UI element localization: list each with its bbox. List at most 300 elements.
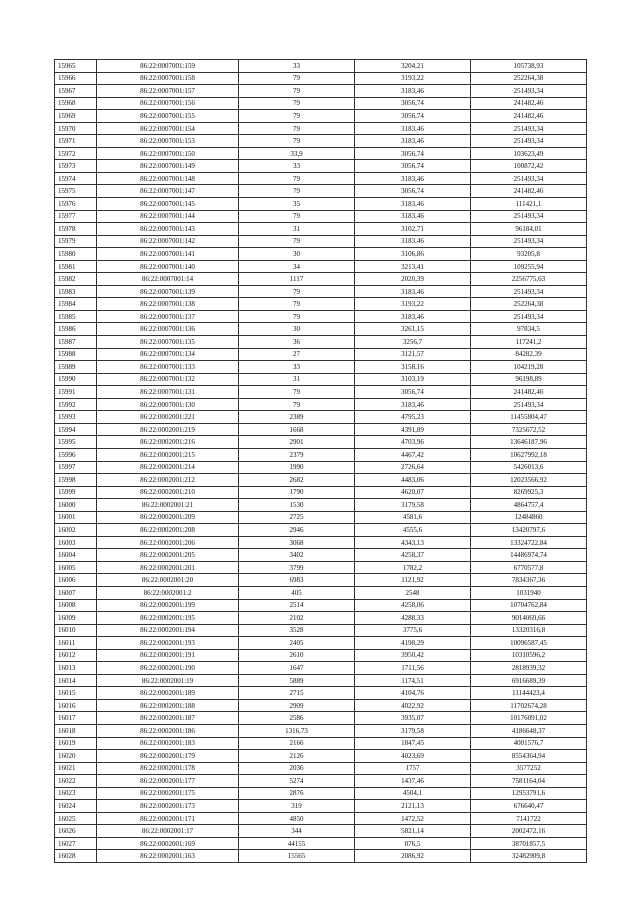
table-row	[55, 561, 587, 574]
area-cell: 79	[239, 386, 355, 399]
cadastral-value-cell: 7581164,04	[471, 775, 587, 788]
row-number-cell: 15979	[55, 235, 97, 248]
table-row	[55, 97, 587, 110]
unit-price-cell: 4288,33	[355, 612, 471, 625]
table-row	[55, 586, 587, 599]
cadastral-value-cell: 7141722	[471, 812, 587, 825]
row-number-cell: 16028	[55, 850, 97, 863]
table-row	[55, 398, 587, 411]
cadastral-value-table	[54, 59, 587, 863]
cadastral-number-cell: 86:22:0007001:133	[97, 361, 239, 374]
cadastral-number-cell: 86:22:0007001:156	[97, 97, 239, 110]
area-cell: 79	[239, 85, 355, 98]
row-number-cell: 15978	[55, 223, 97, 236]
row-number-cell: 16019	[55, 737, 97, 750]
area-cell: 27	[239, 348, 355, 361]
cadastral-number-cell: 86:22:0002001:187	[97, 712, 239, 725]
cadastral-value-cell: 93205,8	[471, 248, 587, 261]
cadastral-number-cell: 86:22:0007001:141	[97, 248, 239, 261]
unit-price-cell: 3183,46	[355, 398, 471, 411]
cadastral-number-cell: 86:22:0007001:145	[97, 198, 239, 211]
row-number-cell: 15989	[55, 361, 97, 374]
table-row	[55, 549, 587, 562]
table-row	[55, 474, 587, 487]
row-number-cell: 16018	[55, 724, 97, 737]
cadastral-value-cell: 13320316,8	[471, 624, 587, 637]
cadastral-value-cell: 252264,38	[471, 298, 587, 311]
table-row	[55, 612, 587, 625]
table-row	[55, 499, 587, 512]
table-row	[55, 599, 587, 612]
table-row	[55, 210, 587, 223]
cadastral-value-cell: 97834,5	[471, 323, 587, 336]
unit-price-cell: 3158,16	[355, 361, 471, 374]
unit-price-cell: 4581,6	[355, 511, 471, 524]
table-row	[55, 122, 587, 135]
row-number-cell: 16021	[55, 762, 97, 775]
cadastral-number-cell: 86:22:0007001:139	[97, 285, 239, 298]
unit-price-cell: 3056,74	[355, 386, 471, 399]
cadastral-number-cell: 86:22:0007001:131	[97, 386, 239, 399]
area-cell: 2682	[239, 474, 355, 487]
area-cell: 405	[239, 586, 355, 599]
cadastral-number-cell: 86:22:0002001:191	[97, 649, 239, 662]
table-row	[55, 574, 587, 587]
cadastral-value-cell: 38701857,5	[471, 837, 587, 850]
area-cell: 33,9	[239, 147, 355, 160]
table-row	[55, 850, 587, 863]
table-row	[55, 423, 587, 436]
table-row	[55, 699, 587, 712]
unit-price-cell: 4555,6	[355, 524, 471, 537]
row-number-cell: 15991	[55, 386, 97, 399]
cadastral-value-cell: 251493,34	[471, 398, 587, 411]
unit-price-cell: 4022,92	[355, 699, 471, 712]
row-number-cell: 16016	[55, 699, 97, 712]
row-number-cell: 16006	[55, 574, 97, 587]
unit-price-cell: 3183,46	[355, 310, 471, 323]
cadastral-value-cell: 111421,1	[471, 198, 587, 211]
unit-price-cell: 2726,64	[355, 461, 471, 474]
cadastral-value-cell: 13646187,96	[471, 436, 587, 449]
cadastral-value-cell: 12484860	[471, 511, 587, 524]
unit-price-cell: 3121,57	[355, 348, 471, 361]
table-row	[55, 825, 587, 838]
cadastral-number-cell: 86:22:0002001:221	[97, 411, 239, 424]
unit-price-cell: 4504,1	[355, 787, 471, 800]
unit-price-cell: 1174,51	[355, 674, 471, 687]
cadastral-value-cell: 12023566,92	[471, 474, 587, 487]
cadastral-number-cell: 86:22:0002001:183	[97, 737, 239, 750]
row-number-cell: 15995	[55, 436, 97, 449]
row-number-cell: 16023	[55, 787, 97, 800]
unit-price-cell: 4258,37	[355, 549, 471, 562]
cadastral-number-cell: 86:22:0002001:219	[97, 423, 239, 436]
unit-price-cell: 3775,6	[355, 624, 471, 637]
table-row	[55, 524, 587, 537]
area-cell: 79	[239, 398, 355, 411]
cadastral-number-cell: 86:22:0007001:137	[97, 310, 239, 323]
row-number-cell: 16000	[55, 499, 97, 512]
cadastral-value-cell: 2818939,32	[471, 662, 587, 675]
cadastral-value-cell: 6916689,39	[471, 674, 587, 687]
unit-price-cell: 3193,22	[355, 298, 471, 311]
area-cell: 79	[239, 135, 355, 148]
cadastral-number-cell: 86:22:0007001:138	[97, 298, 239, 311]
unit-price-cell: 4198,29	[355, 637, 471, 650]
cadastral-number-cell: 86:22:0002001:2	[97, 586, 239, 599]
cadastral-number-cell: 86:22:0002001:17	[97, 825, 239, 838]
cadastral-number-cell: 86:22:0007001:143	[97, 223, 239, 236]
cadastral-number-cell: 86:22:0002001:208	[97, 524, 239, 537]
area-cell: 6983	[239, 574, 355, 587]
unit-price-cell: 4104,76	[355, 687, 471, 700]
unit-price-cell: 3183,46	[355, 135, 471, 148]
row-number-cell: 15985	[55, 310, 97, 323]
area-cell: 31	[239, 373, 355, 386]
area-cell: 1316,73	[239, 724, 355, 737]
cadastral-value-cell: 96184,01	[471, 223, 587, 236]
cadastral-number-cell: 86:22:0002001:173	[97, 800, 239, 813]
cadastral-value-cell: 11144423,4	[471, 687, 587, 700]
table-row	[55, 386, 587, 399]
unit-price-cell: 1782,2	[355, 561, 471, 574]
unit-price-cell: 3056,74	[355, 97, 471, 110]
area-cell: 2586	[239, 712, 355, 725]
table-row	[55, 712, 587, 725]
row-number-cell: 15971	[55, 135, 97, 148]
area-cell: 30	[239, 323, 355, 336]
cadastral-value-cell: 4864757,4	[471, 499, 587, 512]
row-number-cell: 16025	[55, 812, 97, 825]
cadastral-number-cell: 86:22:0007001:158	[97, 72, 239, 85]
unit-price-cell: 3056,74	[355, 185, 471, 198]
cadastral-value-cell: 251493,34	[471, 285, 587, 298]
cadastral-number-cell: 86:22:0002001:215	[97, 448, 239, 461]
row-number-cell: 15983	[55, 285, 97, 298]
cadastral-value-cell: 241482,46	[471, 97, 587, 110]
row-number-cell: 16026	[55, 825, 97, 838]
table-row	[55, 536, 587, 549]
row-number-cell: 15993	[55, 411, 97, 424]
cadastral-number-cell: 86:22:0007001:149	[97, 160, 239, 173]
area-cell: 1668	[239, 423, 355, 436]
cadastral-value-cell: 103623,49	[471, 147, 587, 160]
area-cell: 3402	[239, 549, 355, 562]
table-row	[55, 762, 587, 775]
cadastral-value-cell: 251493,34	[471, 210, 587, 223]
area-cell: 2389	[239, 411, 355, 424]
unit-price-cell: 3179,58	[355, 724, 471, 737]
table-row	[55, 448, 587, 461]
table-row	[55, 160, 587, 173]
table-row	[55, 248, 587, 261]
cadastral-number-cell: 86:22:0002001:214	[97, 461, 239, 474]
cadastral-value-cell: 7834367,36	[471, 574, 587, 587]
area-cell: 1990	[239, 461, 355, 474]
cadastral-value-cell: 252264,38	[471, 72, 587, 85]
cadastral-number-cell: 86:22:0007001:135	[97, 336, 239, 349]
unit-price-cell: 2020,39	[355, 273, 471, 286]
table-row	[55, 812, 587, 825]
cadastral-value-cell: 251493,34	[471, 135, 587, 148]
cadastral-value-cell: 13324722,84	[471, 536, 587, 549]
row-number-cell: 16003	[55, 536, 97, 549]
cadastral-value-cell: 10176091,02	[471, 712, 587, 725]
area-cell: 79	[239, 210, 355, 223]
row-number-cell: 16027	[55, 837, 97, 850]
unit-price-cell: 876,5	[355, 837, 471, 850]
unit-price-cell: 4343,13	[355, 536, 471, 549]
cadastral-number-cell: 86:22:0002001:199	[97, 599, 239, 612]
cadastral-number-cell: 86:22:0002001:193	[97, 637, 239, 650]
row-number-cell: 16002	[55, 524, 97, 537]
area-cell: 79	[239, 298, 355, 311]
cadastral-value-cell: 10704762,84	[471, 599, 587, 612]
area-cell: 31	[239, 223, 355, 236]
table-row	[55, 198, 587, 211]
row-number-cell: 15999	[55, 486, 97, 499]
cadastral-number-cell: 86:22:0002001:205	[97, 549, 239, 562]
unit-price-cell: 4795,23	[355, 411, 471, 424]
area-cell: 1117	[239, 273, 355, 286]
row-number-cell: 15998	[55, 474, 97, 487]
area-cell: 3068	[239, 536, 355, 549]
cadastral-value-cell: 6770577,8	[471, 561, 587, 574]
row-number-cell: 16005	[55, 561, 97, 574]
unit-price-cell: 3106,86	[355, 248, 471, 261]
cadastral-value-cell: 13420797,6	[471, 524, 587, 537]
row-number-cell: 16012	[55, 649, 97, 662]
cadastral-value-cell: 241482,46	[471, 185, 587, 198]
cadastral-number-cell: 86:22:0007001:154	[97, 122, 239, 135]
unit-price-cell: 3193,22	[355, 72, 471, 85]
cadastral-value-cell: 11455804,47	[471, 411, 587, 424]
area-cell: 2715	[239, 687, 355, 700]
area-cell: 4850	[239, 812, 355, 825]
unit-price-cell: 4023,69	[355, 750, 471, 763]
cadastral-value-cell: 14486974,74	[471, 549, 587, 562]
area-cell: 36	[239, 336, 355, 349]
area-cell: 79	[239, 122, 355, 135]
table-row	[55, 737, 587, 750]
row-number-cell: 15968	[55, 97, 97, 110]
row-number-cell: 15976	[55, 198, 97, 211]
table-row	[55, 60, 587, 73]
table-row	[55, 775, 587, 788]
table-row	[55, 285, 587, 298]
area-cell: 44155	[239, 837, 355, 850]
row-number-cell: 16004	[55, 549, 97, 562]
cadastral-number-cell: 86:22:0007001:153	[97, 135, 239, 148]
cadastral-number-cell: 86:22:0007001:134	[97, 348, 239, 361]
cadastral-value-cell: 104219,28	[471, 361, 587, 374]
table-row	[55, 687, 587, 700]
area-cell: 79	[239, 172, 355, 185]
cadastral-value-cell: 1031940	[471, 586, 587, 599]
cadastral-value-cell: 7325672,52	[471, 423, 587, 436]
area-cell: 319	[239, 800, 355, 813]
cadastral-number-cell: 86:22:0007001:142	[97, 235, 239, 248]
row-number-cell: 16017	[55, 712, 97, 725]
table-row	[55, 273, 587, 286]
area-cell: 30	[239, 248, 355, 261]
table-row	[55, 837, 587, 850]
area-cell: 2610	[239, 649, 355, 662]
cadastral-number-cell: 86:22:0002001:195	[97, 612, 239, 625]
table-row	[55, 172, 587, 185]
unit-price-cell: 3183,46	[355, 122, 471, 135]
area-cell: 2946	[239, 524, 355, 537]
table-row	[55, 461, 587, 474]
unit-price-cell: 3256,7	[355, 336, 471, 349]
table-row	[55, 348, 587, 361]
area-cell: 2725	[239, 511, 355, 524]
unit-price-cell: 3261,15	[355, 323, 471, 336]
row-number-cell: 15997	[55, 461, 97, 474]
table-row	[55, 72, 587, 85]
cadastral-number-cell: 86:22:0002001:212	[97, 474, 239, 487]
unit-price-cell: 3935,07	[355, 712, 471, 725]
cadastral-number-cell: 86:22:0007001:14	[97, 273, 239, 286]
cadastral-number-cell: 86:22:0002001:169	[97, 837, 239, 850]
cadastral-value-cell: 117241,2	[471, 336, 587, 349]
cadastral-value-cell: 10627992,18	[471, 448, 587, 461]
area-cell: 15565	[239, 850, 355, 863]
table-row	[55, 637, 587, 650]
table-row	[55, 110, 587, 123]
cadastral-value-cell: 676640,47	[471, 800, 587, 813]
area-cell: 79	[239, 185, 355, 198]
unit-price-cell: 1437,46	[355, 775, 471, 788]
cadastral-value-cell: 251493,34	[471, 172, 587, 185]
row-number-cell: 15970	[55, 122, 97, 135]
area-cell: 2126	[239, 750, 355, 763]
area-cell: 33	[239, 361, 355, 374]
row-number-cell: 16022	[55, 775, 97, 788]
cadastral-value-cell: 96198,89	[471, 373, 587, 386]
unit-price-cell: 1472,52	[355, 812, 471, 825]
area-cell: 2901	[239, 436, 355, 449]
cadastral-value-cell: 105738,93	[471, 60, 587, 73]
cadastral-number-cell: 86:22:0002001:194	[97, 624, 239, 637]
table-row	[55, 511, 587, 524]
row-number-cell: 15969	[55, 110, 97, 123]
cadastral-number-cell: 86:22:0007001:130	[97, 398, 239, 411]
unit-price-cell: 3183,46	[355, 235, 471, 248]
cadastral-number-cell: 86:22:0007001:150	[97, 147, 239, 160]
area-cell: 2036	[239, 762, 355, 775]
cadastral-number-cell: 86:22:0002001:163	[97, 850, 239, 863]
cadastral-value-cell: 241482,46	[471, 386, 587, 399]
row-number-cell: 15972	[55, 147, 97, 160]
unit-price-cell: 3204,21	[355, 60, 471, 73]
cadastral-number-cell: 86:22:0002001:210	[97, 486, 239, 499]
cadastral-number-cell: 86:22:0007001:157	[97, 85, 239, 98]
row-number-cell: 15986	[55, 323, 97, 336]
row-number-cell: 15966	[55, 72, 97, 85]
table-row	[55, 135, 587, 148]
cadastral-value-cell: 4186648,37	[471, 724, 587, 737]
table-row	[55, 486, 587, 499]
row-number-cell: 15988	[55, 348, 97, 361]
area-cell: 35	[239, 198, 355, 211]
unit-price-cell: 4391,89	[355, 423, 471, 436]
cadastral-number-cell: 86:22:0002001:209	[97, 511, 239, 524]
cadastral-number-cell: 86:22:0002001:175	[97, 787, 239, 800]
cadastral-number-cell: 86:22:0007001:159	[97, 60, 239, 73]
area-cell: 1530	[239, 499, 355, 512]
area-cell: 2514	[239, 599, 355, 612]
row-number-cell: 15980	[55, 248, 97, 261]
unit-price-cell: 3213,41	[355, 260, 471, 273]
unit-price-cell: 3179,58	[355, 499, 471, 512]
cadastral-number-cell: 86:22:0002001:177	[97, 775, 239, 788]
row-number-cell: 15982	[55, 273, 97, 286]
unit-price-cell: 3056,74	[355, 110, 471, 123]
area-cell: 2876	[239, 787, 355, 800]
cadastral-number-cell: 86:22:0002001:186	[97, 724, 239, 737]
cadastral-value-cell: 12953791,6	[471, 787, 587, 800]
unit-price-cell: 4620,07	[355, 486, 471, 499]
cadastral-value-cell: 241482,46	[471, 110, 587, 123]
cadastral-number-cell: 86:22:0002001:216	[97, 436, 239, 449]
unit-price-cell: 2548	[355, 586, 471, 599]
row-number-cell: 15974	[55, 172, 97, 185]
unit-price-cell: 5821,14	[355, 825, 471, 838]
unit-price-cell: 4703,96	[355, 436, 471, 449]
area-cell: 2909	[239, 699, 355, 712]
cadastral-value-cell: 9014069,66	[471, 612, 587, 625]
table-row	[55, 662, 587, 675]
table-row	[55, 800, 587, 813]
row-number-cell: 15994	[55, 423, 97, 436]
cadastral-number-cell: 86:22:0002001:21	[97, 499, 239, 512]
row-number-cell: 15965	[55, 60, 97, 73]
area-cell: 1647	[239, 662, 355, 675]
table-row	[55, 724, 587, 737]
row-number-cell: 15987	[55, 336, 97, 349]
area-cell: 1790	[239, 486, 355, 499]
cadastral-number-cell: 86:22:0007001:132	[97, 373, 239, 386]
area-cell: 2102	[239, 612, 355, 625]
unit-price-cell: 1121,92	[355, 574, 471, 587]
cadastral-value-cell: 251493,34	[471, 235, 587, 248]
area-cell: 79	[239, 285, 355, 298]
unit-price-cell: 4483,06	[355, 474, 471, 487]
row-number-cell: 15992	[55, 398, 97, 411]
row-number-cell: 16011	[55, 637, 97, 650]
table-row	[55, 336, 587, 349]
cadastral-value-cell: 32482909,8	[471, 850, 587, 863]
unit-price-cell: 3183,46	[355, 172, 471, 185]
row-number-cell: 15967	[55, 85, 97, 98]
cadastral-number-cell: 86:22:0002001:189	[97, 687, 239, 700]
table-body	[55, 60, 587, 863]
cadastral-value-cell: 8269925,3	[471, 486, 587, 499]
cadastral-number-cell: 86:22:0002001:201	[97, 561, 239, 574]
cadastral-value-cell: 2256775,63	[471, 273, 587, 286]
row-number-cell: 16007	[55, 586, 97, 599]
unit-price-cell: 3056,74	[355, 147, 471, 160]
table-row	[55, 223, 587, 236]
cadastral-number-cell: 86:22:0002001:19	[97, 674, 239, 687]
cadastral-value-cell: 3577252	[471, 762, 587, 775]
row-number-cell: 16024	[55, 800, 97, 813]
cadastral-value-cell: 8554364,94	[471, 750, 587, 763]
area-cell: 3799	[239, 561, 355, 574]
area-cell: 79	[239, 110, 355, 123]
